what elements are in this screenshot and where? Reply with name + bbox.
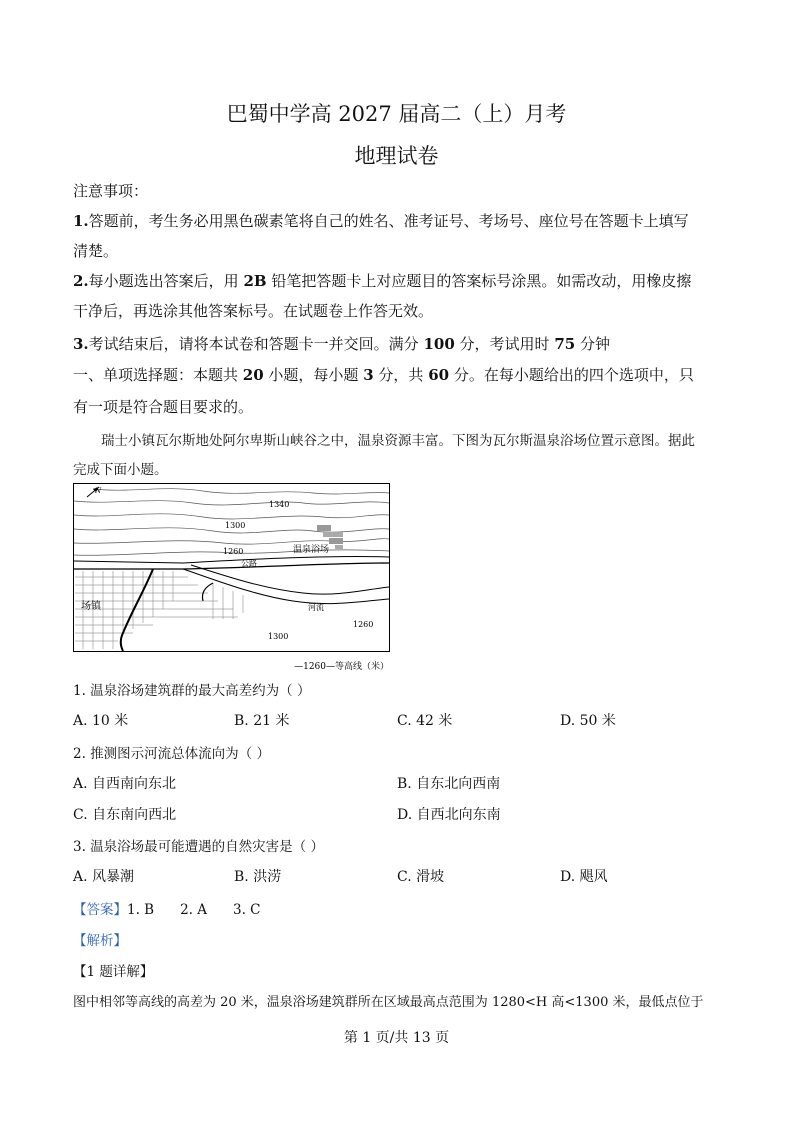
notice-item-1-num: 1. (73, 212, 89, 230)
analysis-text: 图中相邻等高线的高差为 20 米，温泉浴场建筑群所在区域最高点范围为 1280<H 高<1300 米，最低点位于 (73, 995, 704, 1010)
question-2-stem: 2. 推测图示河流总体流向为（ ） (73, 746, 270, 762)
spa-label: 温泉浴场 (293, 545, 330, 555)
notice-item-3 (73, 333, 610, 354)
answer-label: 【答案】 (73, 902, 127, 918)
question-2-option-b[interactable]: B. 自东北向西南 (397, 776, 501, 792)
question-2-option-c[interactable]: C. 自东南向西北 (73, 807, 177, 823)
question-stem-line1: 瑞士小镇瓦尔斯地处阿尔卑斯山峡谷之中，温泉资源丰富。下图为瓦尔斯温泉浴场位置示意图。据此 (101, 433, 695, 449)
notice-item-3-b1: 100 (423, 335, 455, 353)
contour-label: 1300 (225, 521, 246, 530)
question-3-option-d[interactable]: D. 飓风 (560, 869, 608, 885)
question-3-option-a[interactable]: A. 风暴潮 (73, 869, 135, 885)
question-3-option-c[interactable]: C. 滑坡 (397, 869, 445, 885)
notice-item-3-b2: 75 (554, 335, 576, 353)
section-total: 60 (428, 366, 450, 384)
notice-item-3-post: 分钟 (575, 335, 610, 353)
notice-item-3-num: 3. (73, 335, 89, 353)
contour-label: 1260 (223, 547, 244, 556)
section-text-d: 分，共 (373, 366, 429, 384)
notice-item-1-cont: 清楚。 (73, 242, 119, 260)
section-text-a: 一、单项选择题：本题共 (73, 366, 243, 384)
notice-item-2-pre: 每小题选出答案后，用 (88, 272, 244, 290)
notice-item-3-pre: 考试结束后，请将本试卷和答题卡一并交回。满分 (88, 335, 424, 353)
question-1-option-d[interactable]: D. 50 米 (560, 713, 616, 729)
contour-label: 1340 (269, 500, 290, 509)
answer-1: 1. B (127, 902, 155, 918)
exam-title: 巴蜀中学高 2027 届高二（上）月考 (226, 102, 567, 126)
answer-3: 3. C (233, 902, 261, 918)
section-text-c: 小题，每小题 (263, 366, 364, 384)
map-legend: —1260—等高线（米） (294, 662, 389, 672)
question-1-stem: 1. 温泉浴场建筑群的最大高差约为（ ） (73, 683, 311, 699)
page-footer: 第 1 页/共 13 页 (343, 1030, 450, 1046)
contour-label: 1260 (353, 620, 374, 629)
notice-item-2-num: 2. (73, 272, 89, 290)
section-count: 20 (242, 366, 264, 384)
question-1-option-b[interactable]: B. 21 米 (234, 713, 290, 729)
section-text-e: 分。在每小题给出的四个选项中，只 (449, 366, 694, 384)
notice-item-3-mid: 分，考试用时 (454, 335, 555, 353)
analysis-subheading: 【1 题详解】 (73, 964, 154, 980)
notice-item-1 (73, 210, 689, 231)
answer-2: 2. A (180, 902, 208, 918)
notice-item-2-bold: 2B (243, 272, 267, 290)
question-3-option-b[interactable]: B. 洪涝 (234, 869, 282, 885)
section-heading-cont: 有一项是符合题目要求的。 (73, 398, 254, 416)
contour-label: 1300 (268, 632, 289, 641)
exam-subject: 地理试卷 (354, 144, 439, 168)
analysis-label: 【解析】 (73, 933, 127, 949)
notice-item-2 (73, 270, 691, 291)
question-1-option-a[interactable]: A. 10 米 (73, 713, 129, 729)
town-label: 场镇 (81, 601, 101, 612)
spa-location-map (73, 483, 391, 673)
question-stem-line2: 完成下面小题。 (73, 462, 168, 478)
answer-line (73, 898, 261, 918)
notice-heading: 注意事项： (73, 182, 149, 200)
question-3-stem: 3. 温泉浴场最可能遭遇的自然灾害是（ ） (73, 839, 324, 855)
north-label: N (95, 487, 102, 495)
question-1-option-c[interactable]: C. 42 米 (397, 713, 453, 729)
notice-item-2-cont: 干净后，再选涂其他答案标号。在试题卷上作答无效。 (73, 302, 434, 320)
river-label: 河流 (308, 603, 324, 612)
notice-item-2-post: 铅笔把答题卡上对应题目的答案标号涂黑。如需改动，用橡皮擦 (266, 272, 692, 290)
road-label: 公路 (241, 559, 257, 568)
section-heading (73, 364, 694, 385)
question-2-option-a[interactable]: A. 自西南向东北 (73, 776, 177, 792)
section-points-each: 3 (363, 366, 374, 384)
notice-item-1-text: 答题前，考生务必用黑色碳素笔将自己的姓名、准考证号、考场号、座位号在答题卡上填写 (88, 212, 689, 230)
question-2-option-d[interactable]: D. 自西北向东南 (397, 807, 501, 823)
